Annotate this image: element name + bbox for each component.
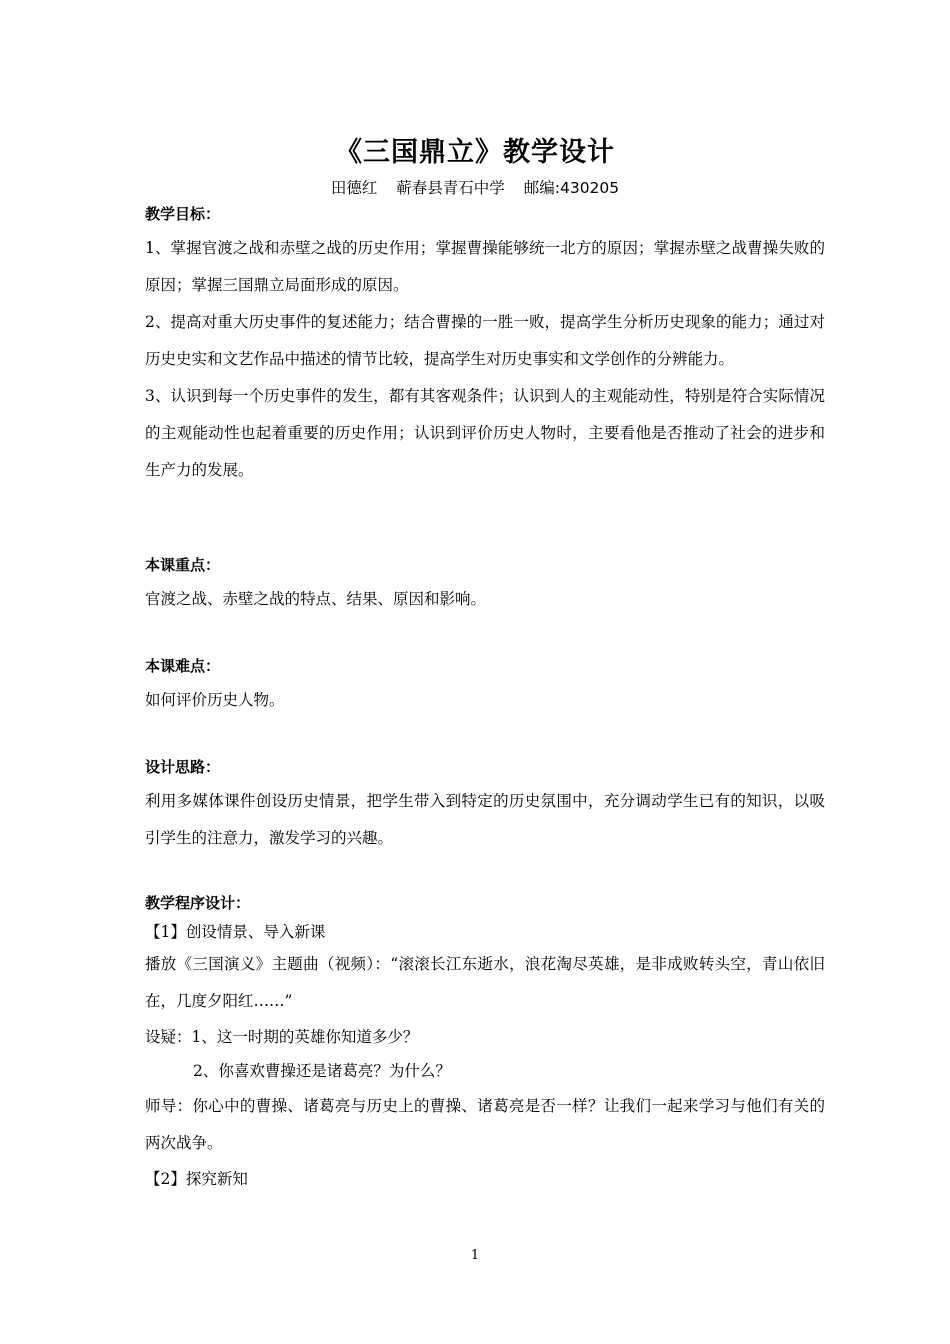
objective-item-3: 3、认识到每一个历史事件的发生，都有其客观条件；认识到人的主观能动性，特别是符合实际情况的主观能动性也起着重要的历史作用；认识到评价历史人物时，主要看他是否推动了社会的进步和生产力的发展。 <box>145 387 825 479</box>
difficulties-text: 如何评价历史人物。 <box>145 691 285 709</box>
procedure-section <box>145 892 825 1196</box>
objectives-heading: 教学目标： <box>145 205 221 223</box>
procedure-question-1: 设疑：1、这一时期的英雄你知道多少？ <box>145 1028 419 1046</box>
document-title: 《三国鼎立》教学设计 <box>335 137 615 168</box>
page-number: 1 <box>470 1248 480 1263</box>
author-name: 田德红 <box>330 179 378 197</box>
author-line <box>0 176 950 198</box>
design-section <box>145 756 825 857</box>
key-points-text: 官渡之战、赤壁之战的特点、结果、原因和影响。 <box>145 590 487 608</box>
objective-item-2: 2、提高对重大历史事件的复述能力；结合曹操的一胜一败，提高学生分析历史现象的能力；通过对历史史实和文艺作品中描述的情节比较，提高学生对历史事实和文学创作的分辨能力。 <box>145 313 825 368</box>
objective-item-1: 1、掌握官渡之战和赤壁之战的历史作用；掌握曹操能够统一北方的原因；掌握赤壁之战曹操失败的原因；掌握三国鼎立局面形成的原因。 <box>145 239 825 294</box>
school-name: 蕲春县青石中学 <box>396 179 505 197</box>
procedure-heading: 教学程序设计： <box>145 894 251 912</box>
procedure-play-text: 播放《三国演义》主题曲（视频）：“滚滚长江东逝水，浪花淘尽英雄，是非成败转头空，青山依旧在，几度夕阳红……” <box>145 955 825 1010</box>
postcode: 邮编:430205 <box>523 179 620 197</box>
key-points-heading: 本课重点： <box>145 556 221 574</box>
procedure-question-2: 2、你喜欢曹操还是诸葛亮？为什么？ <box>193 1062 451 1080</box>
key-points-section <box>145 554 825 618</box>
procedure-teacher-text: 师导：你心中的曹操、诸葛亮与历史上的曹操、诸葛亮是否一样？让我们一起来学习与他们有关的两次战争。 <box>145 1097 825 1152</box>
difficulties-section <box>145 655 825 719</box>
objectives-section <box>145 203 825 489</box>
procedure-step-2: 【2】探究新知 <box>145 1170 248 1188</box>
design-text: 利用多媒体课件创设历史情景，把学生带入到特定的历史氛围中，充分调动学生已有的知识，以吸引学生的注意力，激发学习的兴趣。 <box>145 792 825 847</box>
procedure-step-1: 【1】创设情景、导入新课 <box>145 923 326 941</box>
difficulties-heading: 本课难点： <box>145 657 221 675</box>
design-heading: 设计思路： <box>145 758 221 776</box>
